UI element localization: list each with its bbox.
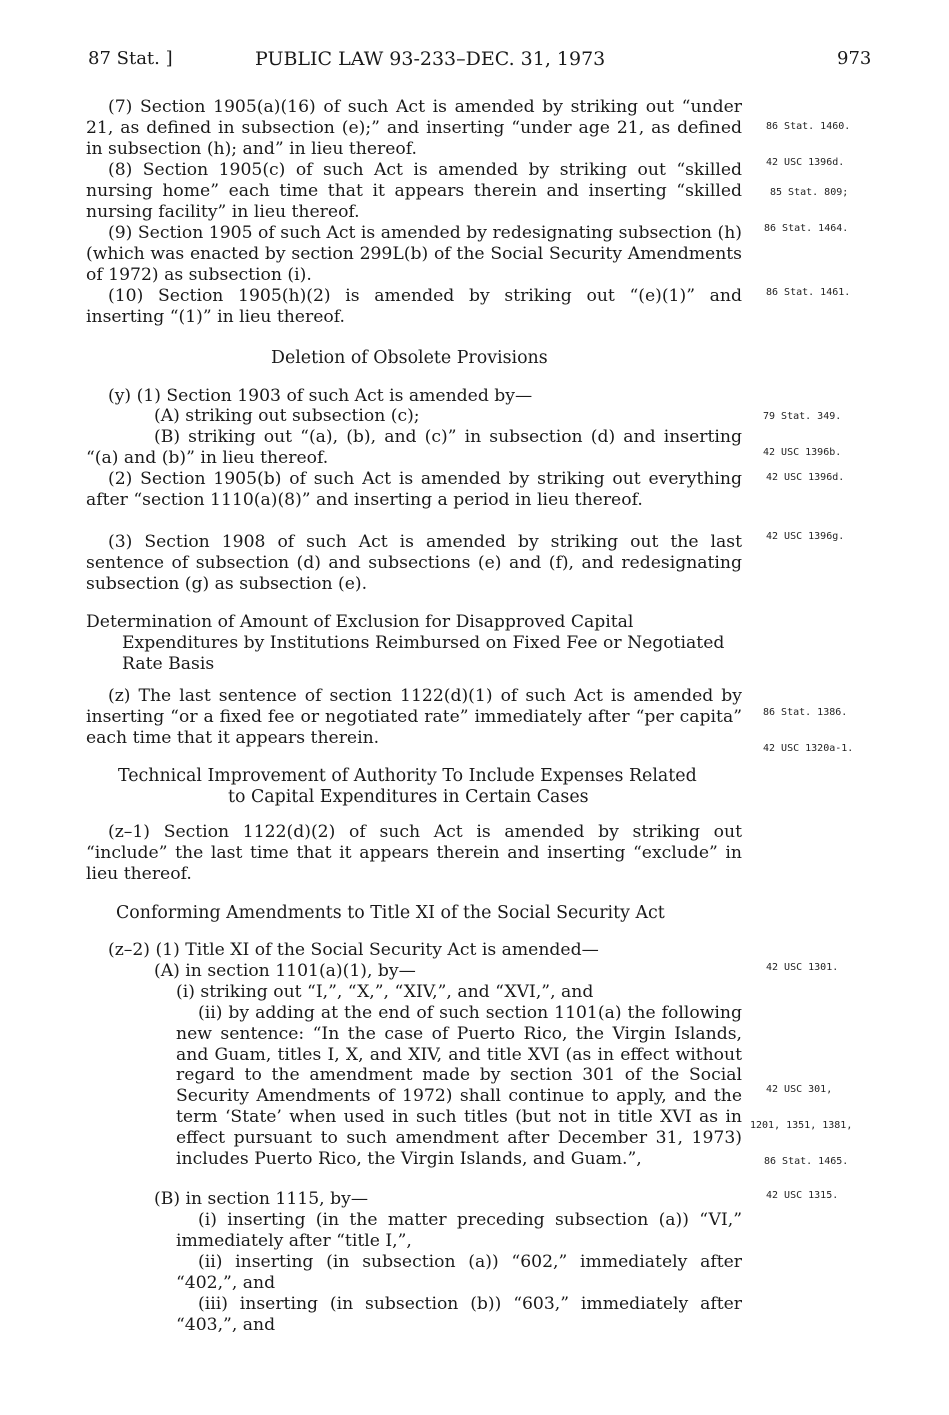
- margin-note-line: 42 USC 301,: [766, 1084, 833, 1095]
- margin-note-line: 1201, 1351, 1381,: [750, 1120, 853, 1131]
- paragraph-z2Bi: (i) inserting (in the matter preceding subsection (a)) “VI,” immediately after “title I,”,: [176, 1210, 742, 1251]
- margin-note-line: 85 Stat. 809;: [770, 187, 849, 198]
- paragraph-y1B: (B) striking out “(a), (b), and (c)” in subsection (d) and inserting “(a) and (b)” in lieu thereof.: [86, 427, 742, 468]
- running-head-stat: 87 Stat. ]: [88, 48, 173, 69]
- paragraph-z2Ai: (i) striking out “I,”, “X,”, “XIV,”, and “XVI,”, and: [176, 982, 594, 1002]
- heading-conforming: Conforming Amendments to Title XI of the Social Security Act: [116, 903, 665, 923]
- page-number: 973: [837, 48, 872, 69]
- heading-technical-line2: to Capital Expenditures in Certain Cases: [228, 787, 589, 807]
- paragraph-z1: (z–1) Section 1122(d)(2) of such Act is amended by striking out “include” the last time that it appears therein and inserting “exclude” in lieu thereof.: [86, 822, 742, 884]
- paragraph-z2B: (B) in section 1115, by—: [154, 1189, 369, 1209]
- paragraph-z2Bii: (ii) inserting (in subsection (a)) “602,” immediately after “402,”, and: [176, 1252, 742, 1293]
- paragraph-z2Aii: (ii) by adding at the end of such section 1101(a) the following new sentence: “In the case of Puerto Rico, the Virgin Islands, and Guam, titles I, X, and XIV, and title XVI (as in effect without regard to the amendment made by section 301 of the Social Security Amendments of 1972) shall continue to apply, and the term ‘State’ when used in such titles (but not in title XVI as in effect pursuant to such amendment after December 31, 1973) includes Puerto Rico, the Virgin Islands, and Guam.”,: [176, 1003, 742, 1169]
- margin-note-1301: 42 USC 1301.: [766, 962, 839, 973]
- margin-note-line: 42 USC 1320a-1.: [763, 743, 854, 754]
- margin-note-79stat349: [763, 387, 903, 483]
- paragraph-z2Biii: (iii) inserting (in subsection (b)) “603,” immediately after “403,”, and: [176, 1294, 742, 1335]
- margin-note-86stat1461: 86 Stat. 1461.: [766, 287, 851, 298]
- margin-note-85stat809: [764, 163, 904, 259]
- margin-note-line: 86 Stat. 1460.: [766, 121, 851, 132]
- margin-note-1396d: 42 USC 1396d.: [766, 472, 845, 483]
- margin-note-1315: 42 USC 1315.: [766, 1190, 839, 1201]
- paragraph-9: (9) Section 1905 of such Act is amended by redesignating subsection (h) (which was enacted by section 299L(b) of the Social Security Amendments of 1972) as subsection (i).: [86, 223, 742, 285]
- paragraph-y1A: (A) striking out subsection (c);: [154, 406, 420, 426]
- margin-note-1396g: 42 USC 1396g.: [766, 531, 845, 542]
- paragraph-y3: (3) Section 1908 of such Act is amended by striking out the last sentence of subsection (d) and subsections (e) and (f), and redesignating subsection (g) as subsection (e).: [86, 532, 742, 594]
- paragraph-7: (7) Section 1905(a)(16) of such Act is amended by striking out “under 21, as defined in subsection (e);” and inserting “under age 21, as defined in subsection (h); and” in lieu thereof.: [86, 97, 742, 159]
- margin-note-301: [750, 1060, 890, 1192]
- running-head-title: PUBLIC LAW 93-233–DEC. 31, 1973: [255, 48, 606, 70]
- margin-note-86stat1386: [763, 683, 903, 779]
- margin-note-line: 79 Stat. 349.: [763, 411, 842, 422]
- margin-note-line: 86 Stat. 1465.: [764, 1156, 849, 1167]
- paragraph-z2A: (A) in section 1101(a)(1), by—: [154, 961, 416, 981]
- margin-note-line: 42 USC 1396b.: [763, 447, 842, 458]
- margin-note-line: 86 Stat. 1464.: [764, 223, 849, 234]
- margin-note-line: 42 USC 1396d.: [766, 157, 845, 168]
- paragraph-z2: (z–2) (1) Title XI of the Social Security Act is amended—: [108, 940, 599, 960]
- paragraph-y2: (2) Section 1905(b) of such Act is amended by striking out everything after “section 1110(a)(8)” and inserting a period in lieu thereof.: [86, 469, 742, 510]
- paragraph-8: (8) Section 1905(c) of such Act is amended by striking out “skilled nursing home” each time that it appears therein and inserting “skilled nursing facility” in lieu thereof.: [86, 160, 742, 222]
- margin-note-line: 86 Stat. 1386.: [763, 707, 848, 718]
- paragraph-y1: (y) (1) Section 1903 of such Act is amended by—: [108, 386, 533, 406]
- heading-determination: Determination of Amount of Exclusion for Disapproved Capital Expenditures by Institutions Reimbursed on Fixed Fee or Negotiated Rate Basis: [86, 612, 725, 674]
- heading-deletion: Deletion of Obsolete Provisions: [271, 348, 548, 368]
- heading-technical-line1: Technical Improvement of Authority To Include Expenses Related: [118, 766, 697, 786]
- paragraph-z: (z) The last sentence of section 1122(d)(1) of such Act is amended by inserting “or a fixed fee or negotiated rate” immediately after “per capita” each time that it appears therein.: [86, 686, 742, 748]
- paragraph-10: (10) Section 1905(h)(2) is amended by striking out “(e)(1)” and inserting “(1)” in lieu thereof.: [86, 286, 742, 327]
